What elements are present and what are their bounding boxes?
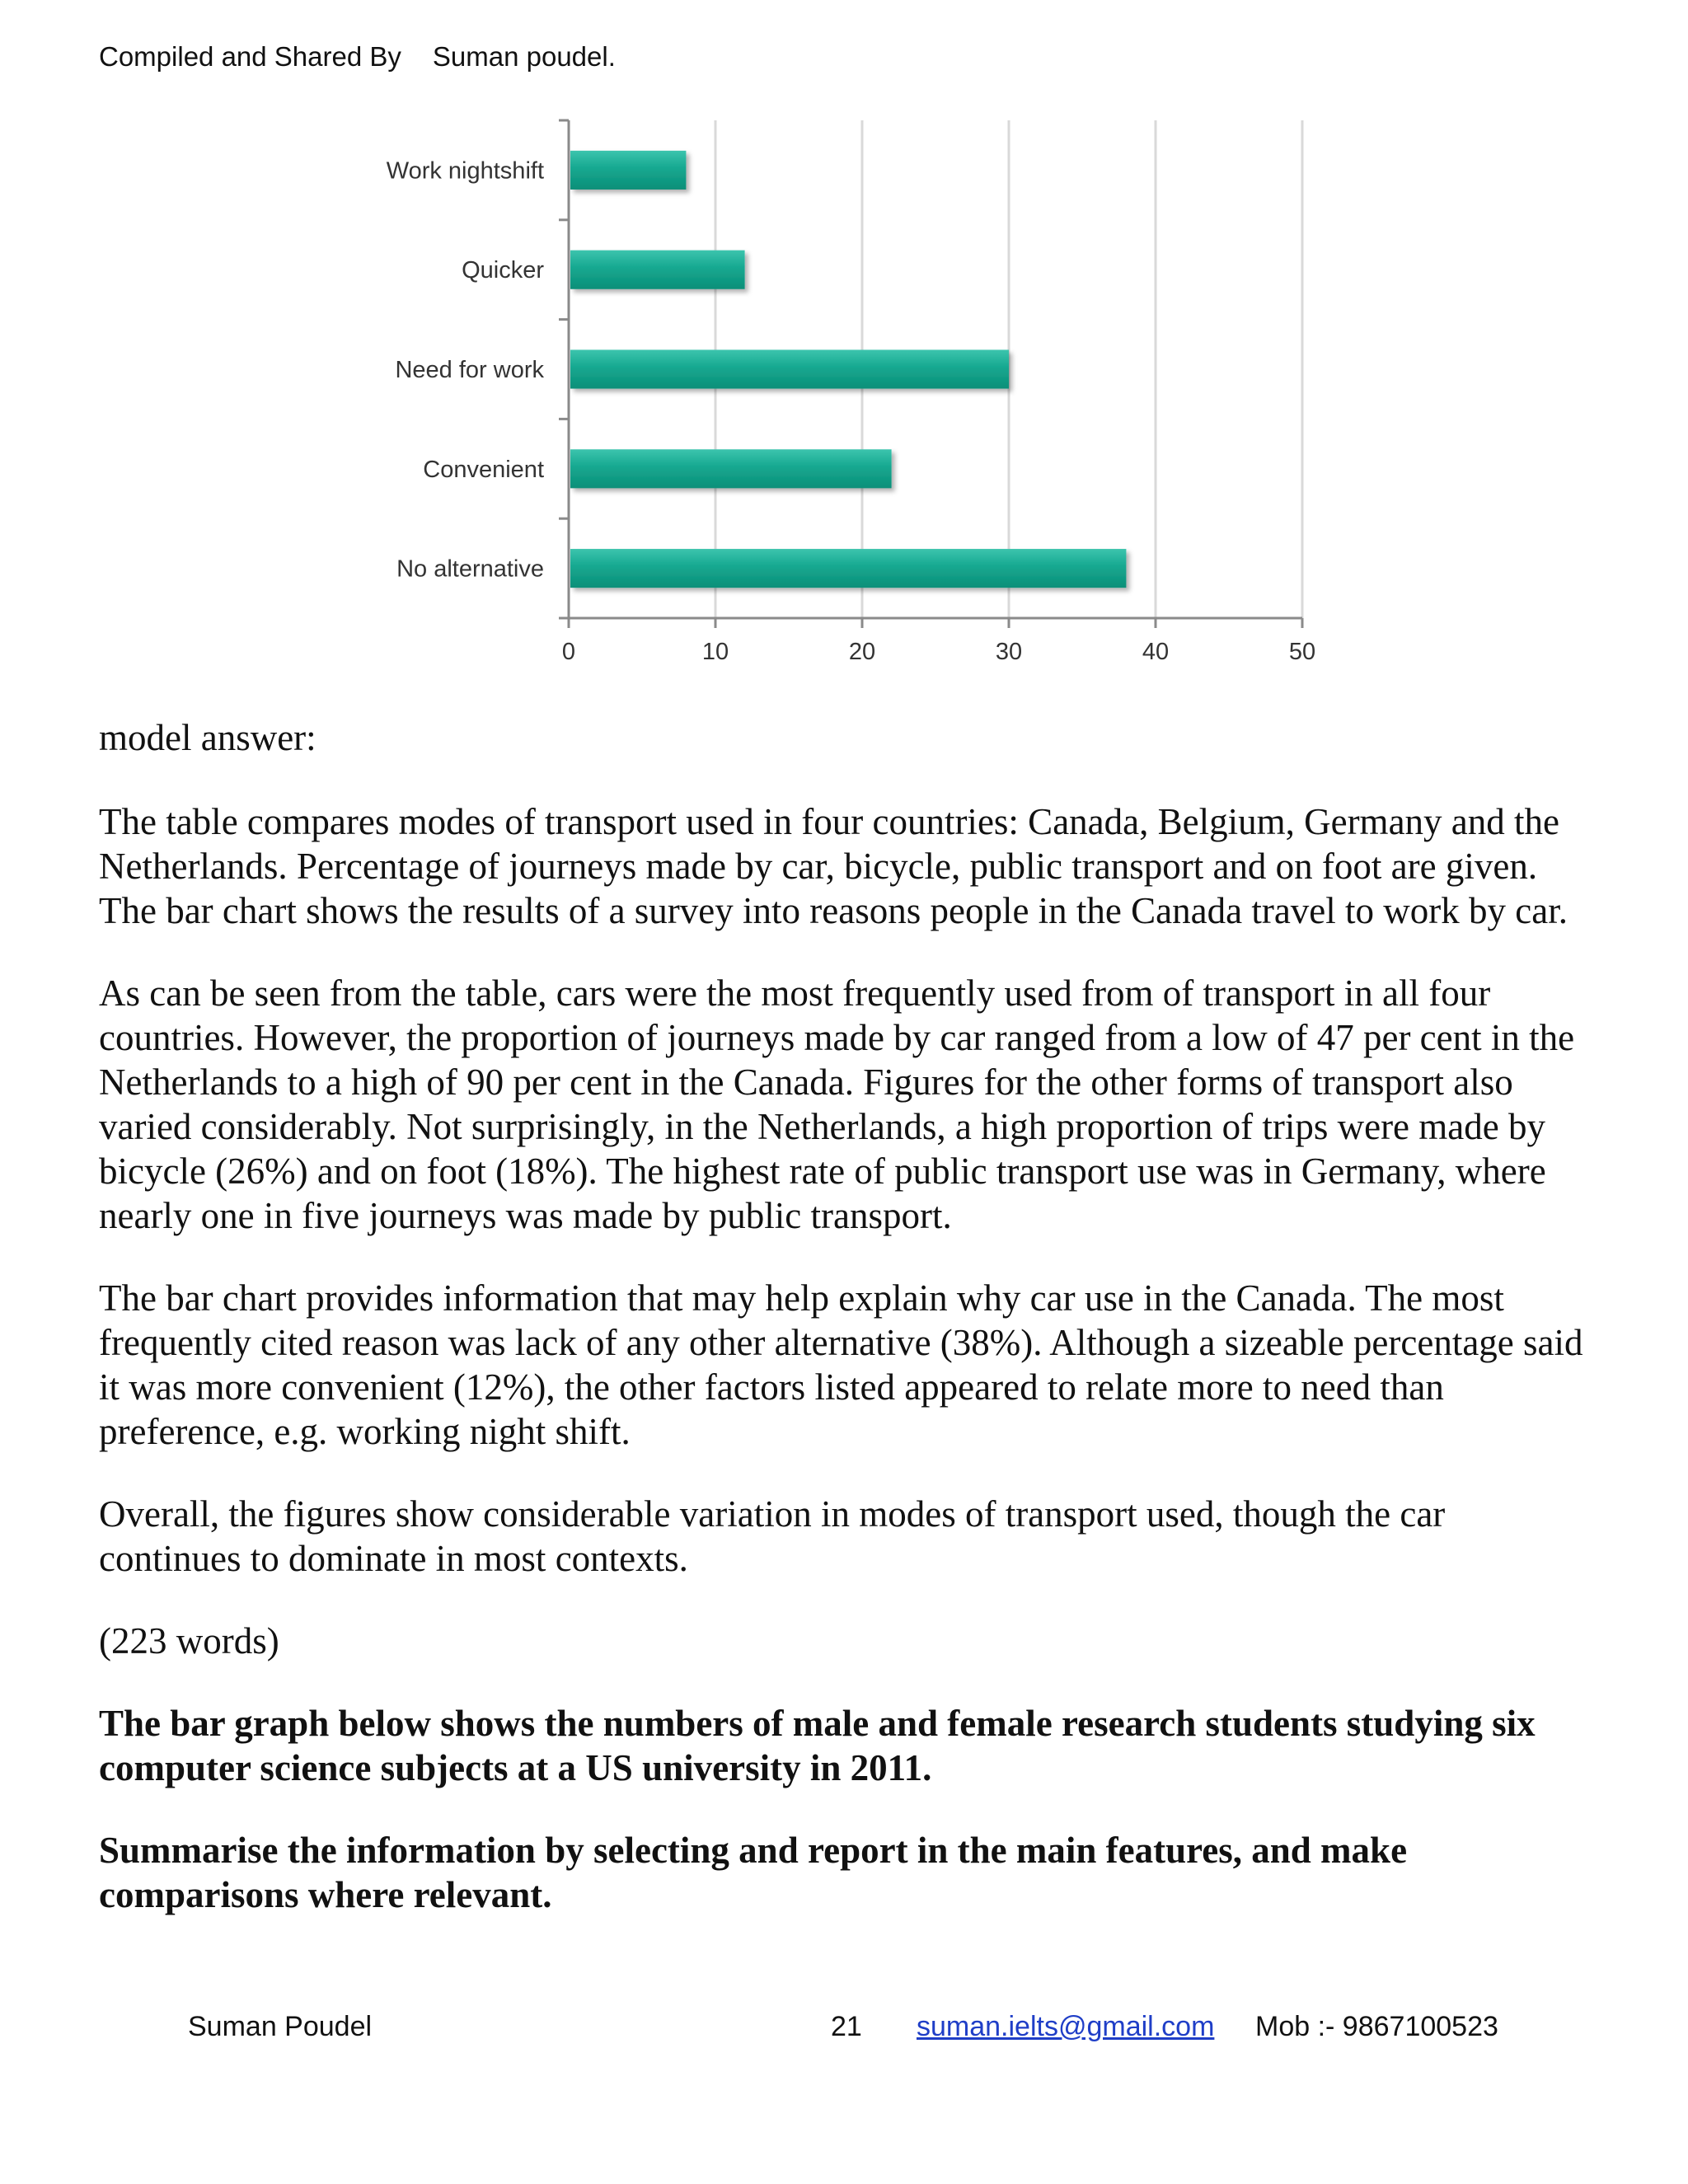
category-label: Quicker (462, 257, 544, 284)
page-number: 21 (831, 2011, 862, 2042)
bar-no-alternative (570, 549, 1126, 588)
task-prompt: The bar graph below shows the numbers of male and female research students studying six computer science subjects at a US university in 2011. (99, 1703, 1536, 1788)
x-tick-label: 10 (701, 639, 729, 665)
compiled-by-text: Compiled and Shared By (99, 41, 401, 72)
task-instruction: Summarise the information by selecting and report in the main features, and make comparisons where relevant. (99, 1830, 1408, 1915)
model-answer-label: model answer: (99, 717, 316, 758)
category-label: No alternative (396, 555, 544, 583)
category-label: Convenient (423, 456, 544, 483)
answer-paragraph-intro: The table compares modes of transport used in four countries: Canada, Belgium, Germany and the Netherlands. Percentage of journeys made by car, bicycle, public transport and on foot are given. The bar chart shows the results of a survey into reasons people in the Canada travel to work by car. (99, 801, 1568, 931)
x-tick-label: 50 (1288, 639, 1316, 665)
word-count: (223 words) (99, 1620, 279, 1661)
x-tick-label: 30 (995, 639, 1023, 665)
page-footer (0, 2011, 1688, 2047)
footer-name: Suman Poudel (188, 2011, 373, 2042)
footer-mobile: Mob :- 9867100523 (1255, 2011, 1498, 2042)
x-tick-label: 40 (1142, 639, 1170, 665)
bar-work-nightshift (570, 151, 686, 190)
bar-convenient (570, 449, 892, 488)
answer-paragraph-chart: The bar chart provides information that may help explain why car use in the Canada. The most frequently cited reason was lack of any other alternative (38%). Although a sizeable percentage said it was more convenient (12%), the other factors listed appeared to relate more to need than preference, e.g. working night shift. (99, 1277, 1583, 1452)
answer-paragraph-table: As can be seen from the table, cars were the most frequently used from of transport in all four countries. However, the proportion of journeys made by car ranged from a low of 47 per cent in the Netherlands to a high of 90 per cent in the Canada. Figures for the other forms of transport also varied considerably. Not surprisingly, in the Netherlands, a high proportion of trips were made by bicycle (26%) and on foot (18%). The highest rate of public transport use was in Germany, where nearly one in five journeys was made by public transport. (99, 972, 1575, 1236)
footer-email-link[interactable]: suman.ielts@gmail.com (917, 2011, 1215, 2042)
category-label: Work nightshift (386, 157, 544, 185)
model-answer (99, 715, 1591, 1955)
x-tick-label: 20 (848, 639, 876, 665)
bar-need-for-work (570, 349, 1009, 388)
x-tick-label: 0 (561, 639, 576, 665)
answer-paragraph-overall: Overall, the figures show considerable variation in modes of transport used, though the car continues to dominate in most contexts. (99, 1493, 1446, 1579)
page-header (99, 41, 616, 73)
category-label: Need for work (395, 357, 544, 383)
bar-chart (0, 107, 1688, 684)
bar-quicker (570, 251, 745, 289)
author-name: Suman poudel. (432, 41, 616, 72)
